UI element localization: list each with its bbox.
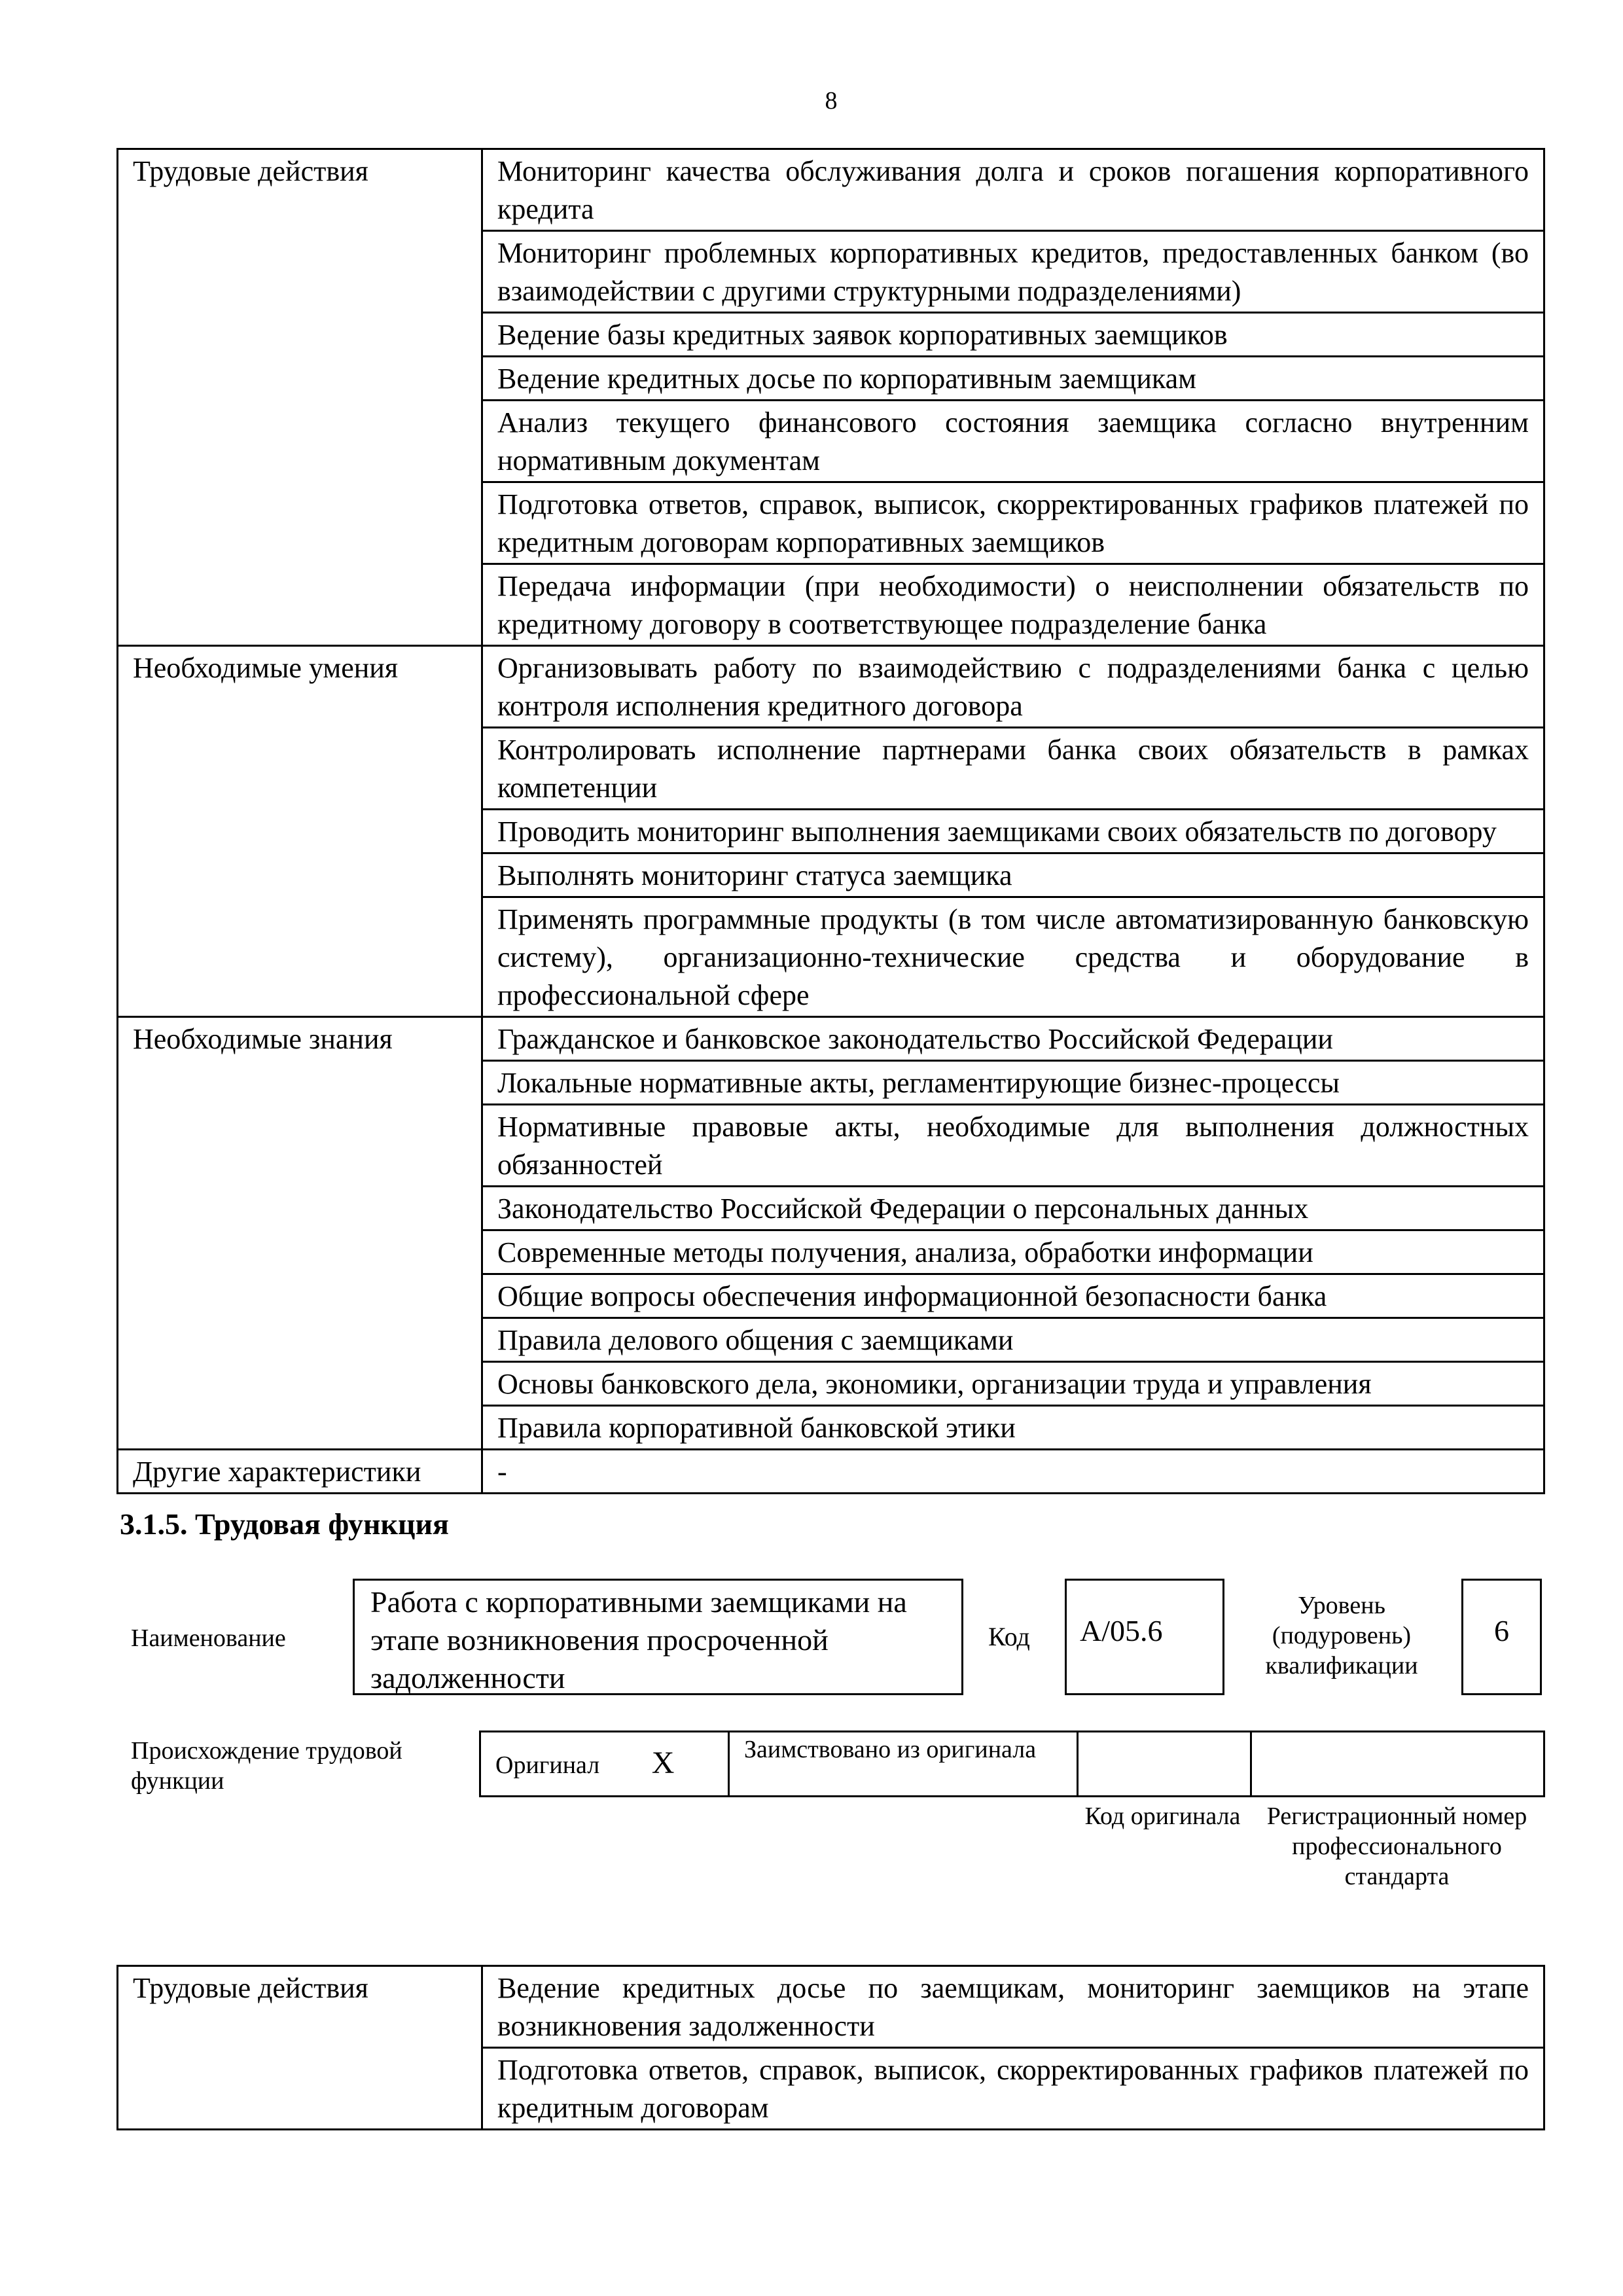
list-item: Организовывать работу по взаимодействию с подразделениями банка с целью контроля исполнения кредитного договора (482, 646, 1544, 728)
list-item: Контролировать исполнение партнерами банка своих обязательств в рамках компетенции (482, 728, 1544, 810)
name-box (353, 1579, 963, 1695)
original-mark: X (651, 1745, 675, 1780)
section-heading: 3.1.5. Трудовая функция (120, 1507, 449, 1541)
list-item: Законодательство Российской Федерации о персональных данных (482, 1187, 1544, 1230)
list-item: Выполнять мониторинг статуса заемщика (482, 853, 1544, 897)
list-item: Ведение кредитных досье по корпоративным заемщикам (482, 357, 1544, 401)
category-required-knowledge: Необходимые знания (118, 1017, 482, 1450)
code-orig-cell (1078, 1732, 1251, 1797)
list-item: Общие вопросы обеспечения информационной безопасности банка (482, 1274, 1544, 1318)
list-item: Современные методы получения, анализа, обработки информации (482, 1230, 1544, 1274)
category-labor-actions: Трудовые действия (118, 149, 482, 646)
list-item: Мониторинг качества обслуживания долга и сроков погашения корпоративного кредита (482, 149, 1544, 231)
list-item: Применять программные продукты (в том числе автоматизированную банковскую систему), организационно-технические средства и оборудование в профессиональной сфере (482, 897, 1544, 1017)
category-other: Другие характеристики (118, 1450, 482, 1494)
list-item: Ведение кредитных досье по заемщикам, мониторинг заемщиков на этапе возникновения задолженности (482, 1966, 1544, 2048)
table-row (118, 646, 1544, 728)
level-label: Уровень (подуровень) квалификации (1265, 1592, 1418, 1679)
original-cell (480, 1732, 729, 1797)
list-item: Ведение базы кредитных заявок корпоративных заемщиков (482, 313, 1544, 357)
table-row (118, 1017, 1544, 1061)
list-item: Основы банковского дела, экономики, организации труда и управления (482, 1362, 1544, 1406)
original-label: Оригинал (495, 1751, 600, 1779)
code-box (1065, 1579, 1224, 1695)
list-item: Правила корпоративной банковской этики (482, 1406, 1544, 1450)
table-row (118, 1966, 1544, 2048)
table-row (118, 1450, 1544, 1494)
list-item: Правила делового общения с заемщиками (482, 1318, 1544, 1362)
table-row (480, 1732, 1544, 1797)
list-item: Подготовка ответов, справок, выписок, скорректированных графиков платежей по кредитным договорам (482, 2048, 1544, 2130)
code-orig-caption: Код оригинала (1084, 1803, 1241, 1830)
labor-actions-table (116, 1965, 1545, 2130)
list-item: Подготовка ответов, справок, выписок, скорректированных графиков платежей по кредитным договорам корпоративных заемщиков (482, 482, 1544, 564)
table-row (118, 149, 1544, 231)
list-item: Проводить мониторинг выполнения заемщиками своих обязательств по договору (482, 810, 1544, 853)
borrowed-cell (729, 1732, 1078, 1797)
list-item: Мониторинг проблемных корпоративных кредитов, предоставленных банком (во взаимодействии с другими структурными подразделениями) (482, 231, 1544, 313)
labor-function-table (116, 148, 1545, 1494)
level-box (1461, 1579, 1542, 1695)
list-item: - (482, 1450, 1544, 1494)
list-item: Передача информации (при необходимости) о неисполнении обязательств по кредитному договору в соответствующее подразделение банка (482, 564, 1544, 646)
code-label: Код (988, 1622, 1030, 1651)
level-value: 6 (1494, 1614, 1509, 1647)
page-number: 8 (825, 87, 838, 115)
list-item: Гражданское и банковское законодательство Российской Федерации (482, 1017, 1544, 1061)
name-label: Наименование (131, 1624, 286, 1652)
name-value: Работа с корпоративными заемщиками на этапе возникновения просроченной задолженности (370, 1585, 907, 1695)
list-item: Нормативные правовые акты, необходимые для выполнения должностных обязанностей (482, 1105, 1544, 1187)
list-item: Локальные нормативные акты, регламентирующие бизнес-процессы (482, 1061, 1544, 1105)
reg-number-caption: Регистрационный номер профессионального стандарта (1266, 1803, 1527, 1890)
list-item: Анализ текущего финансового состояния заемщика согласно внутренним нормативным документам (482, 401, 1544, 482)
code-value: A/05.6 (1080, 1614, 1163, 1647)
category-required-skills: Необходимые умения (118, 646, 482, 1017)
category-labor-actions: Трудовые действия (118, 1966, 482, 2130)
borrowed-label: Заимствовано из оригинала (744, 1736, 1037, 1763)
origin-table (479, 1731, 1545, 1797)
reg-number-cell (1251, 1732, 1544, 1797)
origin-label: Происхождение трудовой функции (131, 1737, 402, 1795)
